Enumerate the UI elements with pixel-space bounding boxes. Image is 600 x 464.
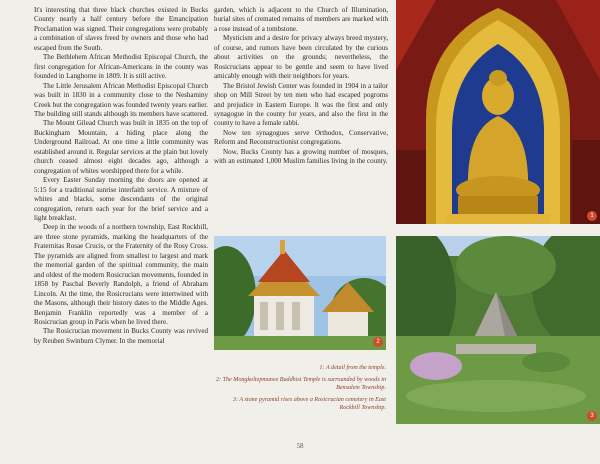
paragraph: garden, which is adjacent to the Church of Illumination, burial sites of cremated remains of members are marked with a rose instead of a tombstone. bbox=[214, 6, 388, 33]
paragraph: The Bethlehem African Methodist Episcopal Church, the first congregation for African-Americans in the county was founded in Langhorne in 1809. It is still active. bbox=[34, 53, 208, 81]
photo-buddha-detail bbox=[396, 0, 600, 224]
paragraph: The Mount Gilead Church was built in 1835 on the top of Buckingham Mountain, a hiding place along the Underground Railroad. At one time a little community was established around it. Regular services at the plain but lovely church ceased almost eight decades ago, although a congregation of whites worshipped there for a while. bbox=[34, 119, 208, 175]
photo-number-badge: 1 bbox=[587, 211, 597, 221]
paragraph: Mysticism and a desire for privacy always breed mystery, of course, and rumors have been circulated by the curious about activities on the grounds; nevertheless, the Rosicrucians appear to be gentle and seem to have lived amicably enough with their neighbors for years. bbox=[214, 34, 388, 81]
paragraph: Now, Bucks County has a growing number of mosques, with an estimated 1,000 Muslim families living in the county. bbox=[214, 147, 388, 166]
paragraph: The Rosicrucian movement in Bucks County was revived by Reuben Swinburn Clymer. In the memorial bbox=[34, 327, 208, 345]
paragraph: The Little Jerusalem African Methodist Episcopal Church was built in 1830 in a community close to the Neshaminy Creek but the congregation was founded twenty years earlier. The building still stands although its members have scattered. bbox=[34, 81, 208, 118]
caption-3: 3: A stone pyramid rises above a Rosicrucian cemetery in East Rockhill Township. bbox=[232, 397, 386, 412]
caption-2: 2: The Mongkoltepmunee Buddhist Temple is surrounded by woods in Bensalem Township. bbox=[215, 377, 386, 392]
photo-captions bbox=[214, 364, 386, 416]
paragraph: Every Easter Sunday morning the doors are opened at 5:15 for a traditional sunrise interfaith service. A mixture of whites and blacks, some descendants of the original congregation, return each year for the brief service and a light breakfast. bbox=[34, 176, 208, 222]
paragraph: It's interesting that three black churches existed in Bucks County nearly a half century before the Emancipation Proclamation was signed. Their congregations were probably a combination of slaves freed by owners and those who had escaped from the South. bbox=[34, 6, 208, 52]
caption-1: 1: A detail from the temple. bbox=[319, 365, 386, 371]
paragraph: The Bristol Jewish Center was founded in 1904 in a tailor shop on Mill Street by ten men who had escaped pogroms and prejudice in Eastern Europe. It was the first and only synagogue in the county for years, and also the first in the county to have a female rabbi. bbox=[214, 81, 388, 128]
photo-buddhist-temple bbox=[214, 236, 386, 350]
page-number: 58 bbox=[296, 442, 304, 450]
paragraph: Now ten synagogues serve Orthodox, Conservative, Reform and Reconstructionist congregations. bbox=[214, 128, 388, 147]
text-column-left bbox=[34, 6, 208, 346]
photo-stone-pyramid bbox=[396, 236, 600, 424]
photo-number-badge: 3 bbox=[587, 411, 597, 421]
photo-number-badge: 2 bbox=[373, 337, 383, 347]
text-column-middle bbox=[214, 6, 388, 167]
paragraph: Deep in the woods of a northern township, East Rockhill, are three stone pyramids, marking the headquarters of the Fraternitas Rosae Crucis, or the Fraternity of the Rosy Cross. The pyramids are aligned from smallest to largest and mark the memorial garden of the spiritual community, the main and oldest of the modern Rosicrucian movements, founded in 1858 by Paschal Beverly Randolph, a friend of Abraham Lincoln. At the time, the Rosicrucians were intertwined with the Masons, although their history dates to the Middle Ages. Benjamin Franklin reportedly was a member of a Rosicrucian group in Paris when he lived there. bbox=[34, 223, 208, 326]
